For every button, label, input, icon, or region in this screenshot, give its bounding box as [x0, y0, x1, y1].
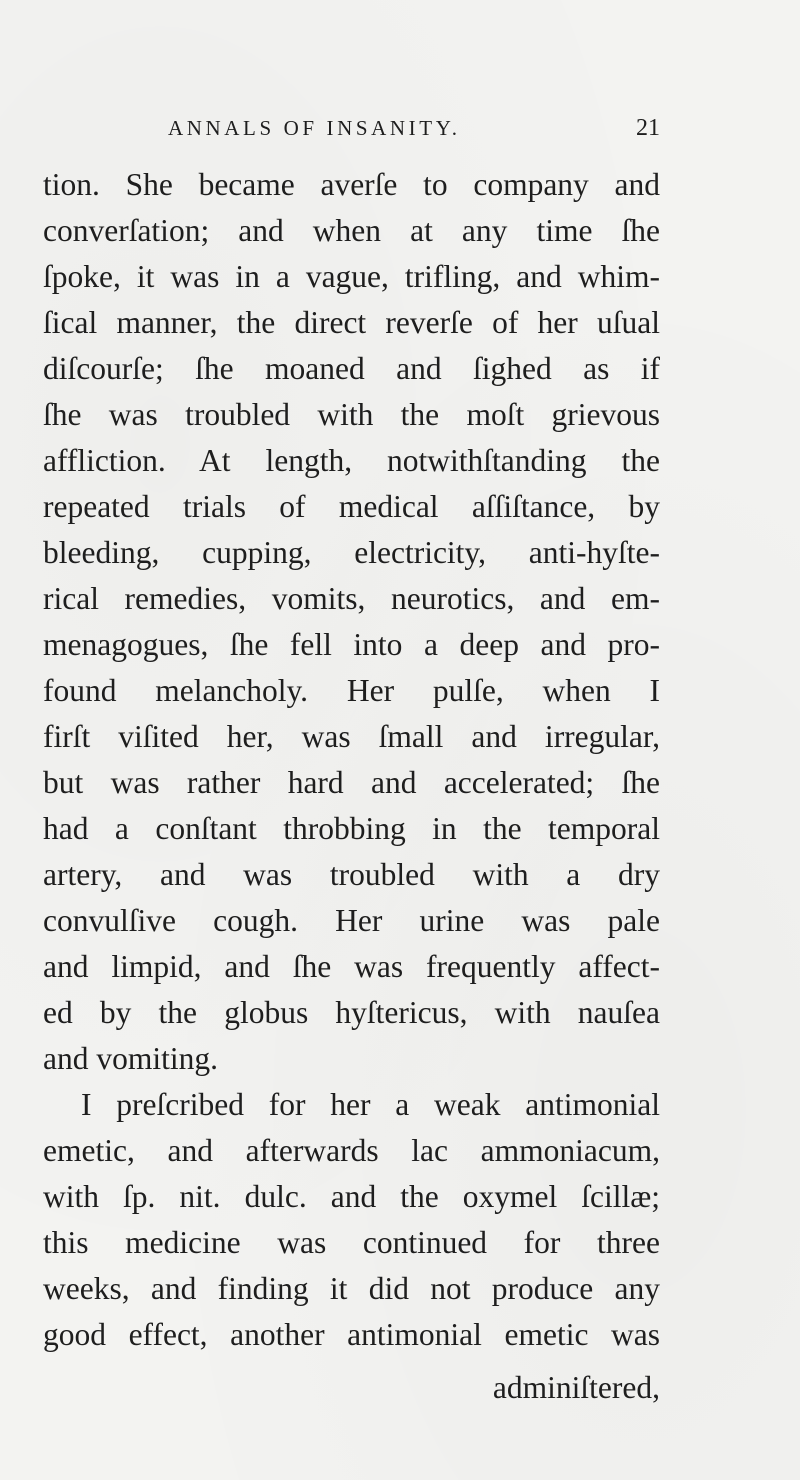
- text-line: converſation; and when at any time ſhe: [43, 213, 660, 248]
- running-head: ANNALS OF INSANITY.: [168, 116, 461, 140]
- text-line: bleeding, cupping, electricity, anti-hyſte-: [43, 535, 660, 570]
- text-line: firſt viſited her, was ſmall and irregular,: [43, 719, 660, 754]
- text-line: ſhe was troubled with the moſt grievous: [43, 397, 660, 432]
- text-line: with ſp. nit. dulc. and the oxymel ſcillæ;: [43, 1179, 660, 1214]
- text-line: menagogues, ſhe fell into a deep and pro-: [43, 627, 660, 662]
- text-line: tion. She became averſe to company and: [43, 167, 660, 202]
- text-line: weeks, and finding it did not produce any: [43, 1271, 660, 1306]
- text-line: repeated trials of medical aſſiſtance, by: [43, 489, 660, 524]
- text-line: ſical manner, the direct reverſe of her uſual: [43, 305, 660, 340]
- text-line: artery, and was troubled with a dry: [43, 857, 660, 892]
- text-line: ſpoke, it was in a vague, trifling, and whim-: [43, 259, 660, 294]
- text-line: good effect, another antimonial emetic was: [43, 1317, 660, 1352]
- text-line: found melancholy. Her pulſe, when I: [43, 673, 660, 708]
- text-line: I preſcribed for her a weak antimonial: [81, 1087, 660, 1122]
- text-line: ed by the globus hyſtericus, with nauſea: [43, 995, 660, 1030]
- text-line: had a conſtant throbbing in the temporal: [43, 811, 660, 846]
- text-line: emetic, and afterwards lac ammoniacum,: [43, 1133, 660, 1168]
- text-line: and vomiting.: [43, 1041, 218, 1076]
- text-line: but was rather hard and accelerated; ſhe: [43, 765, 660, 800]
- body-text: [43, 162, 660, 1358]
- page-number: 21: [636, 115, 660, 141]
- text-line: and limpid, and ſhe was frequently affect-: [43, 949, 660, 984]
- page-header: [168, 112, 660, 144]
- text-line: convulſive cough. Her urine was pale: [43, 903, 660, 938]
- text-line: rical remedies, vomits, neurotics, and em-: [43, 581, 660, 616]
- text-line: this medicine was continued for three: [43, 1225, 660, 1260]
- text-line: affliction. At length, notwithſtanding the: [43, 443, 660, 478]
- catchword: adminiſtered,: [492, 1370, 660, 1405]
- text-line: diſcourſe; ſhe moaned and ſighed as if: [43, 351, 660, 386]
